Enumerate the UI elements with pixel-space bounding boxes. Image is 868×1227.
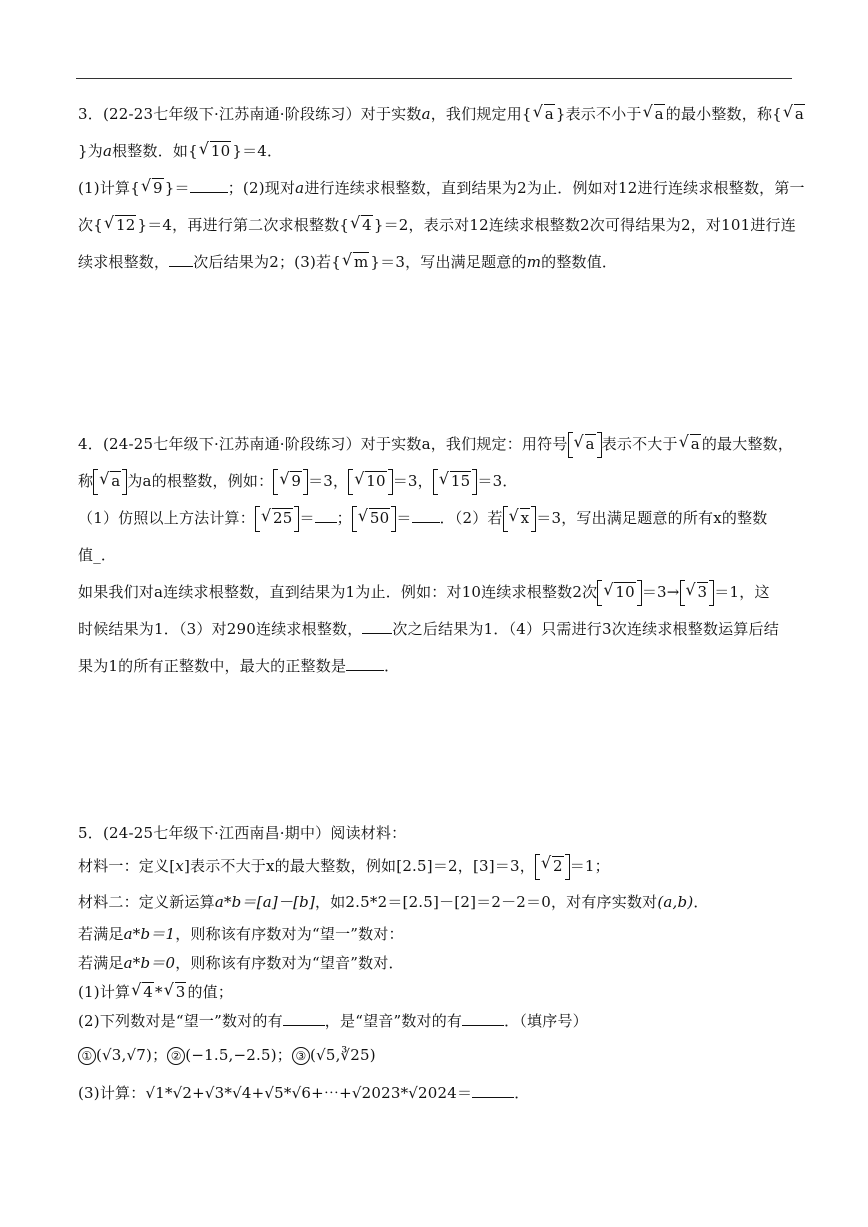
q5-math: a*b＝0 <box>123 954 176 972</box>
question-3 <box>78 96 805 281</box>
q3-text: 的整数值． <box>541 253 618 271</box>
var-a: a <box>295 179 305 197</box>
header-rule <box>76 78 792 79</box>
q5-option: (−1.5,−2.5)； <box>185 1046 293 1064</box>
sqrt-a: √ a <box>783 96 805 133</box>
q5-text: ＝1； <box>569 857 610 875</box>
q5-text: (3)计算： <box>78 1084 146 1102</box>
q5-text: ． <box>693 893 709 911</box>
sqrt-a: √ a <box>679 426 701 463</box>
option-1-marker: ① <box>78 1047 96 1065</box>
q4-text: 值_． <box>78 546 117 564</box>
q3-text: 的最小整数，称{ <box>665 105 782 123</box>
q3-text: 续求根整数， <box>78 253 170 271</box>
q5-text: 材料二：定义新运算 <box>78 893 215 911</box>
q5-text: 材料一：定义 <box>78 857 170 875</box>
q5-text: (1)计算 <box>78 983 131 1001</box>
q3-text: ＝ <box>174 179 190 197</box>
q4-text: 称 <box>78 472 94 490</box>
q3-source: 3．(22-23七年级下·江苏南通·阶段练习）对于实数 <box>78 105 422 123</box>
q3-line-5: 续求根整数， 次后结果为2；(3)若{√ m }＝3，写出满足题意的m的整数值． <box>78 244 800 281</box>
q5-text: 表示不大于x的最大整数，例如[2.5]＝2，[3]＝3， <box>190 857 535 875</box>
q3-text: }＝4． <box>232 142 283 160</box>
q4-text: 为a的根整数，例如： <box>127 472 274 490</box>
q5-text: ． <box>514 1084 530 1102</box>
sqrt-10: √ 10 <box>354 463 387 500</box>
q4-text: ＝3→ <box>641 583 680 601</box>
q5-text: * <box>155 983 163 1001</box>
q4-text: ＝3，写出满足题意的所有x的整数 <box>536 509 768 527</box>
sqrt-4: √ 4 <box>131 978 154 1007</box>
q5-math: √1*√2+√3*√4+√5*√6+⋯+√2023*√2024＝ <box>145 1084 473 1102</box>
option-2-marker: ② <box>167 1047 185 1065</box>
q4-text: ＝1，这 <box>714 583 770 601</box>
q5-text: 若满足 <box>78 925 124 943</box>
q3-text: 根整数．如{ <box>112 142 198 160</box>
sqrt-2: √ 2 <box>541 848 564 884</box>
q4-text: ＝ <box>396 509 412 527</box>
q5-text: ．（填序号） <box>504 1012 588 1030</box>
sqrt-12: √ 12 <box>104 207 137 244</box>
q4-line-6 <box>78 611 800 648</box>
q5-text: ，则称该有序数对为“望一”数对： <box>175 925 404 943</box>
q5-line-5 <box>78 949 800 978</box>
sqrt-4: √ 4 <box>350 207 373 244</box>
q5-line-7 <box>78 1007 800 1036</box>
q3-line-4: 次{√ 12 }＝4，再进行第二次求根整数{√ 4 }＝2，表示对12连续求根整数2次可得结果为2，对101进行连 <box>78 207 800 244</box>
q5-line-4 <box>78 920 800 949</box>
q4-text: ＝3． <box>477 472 518 490</box>
answer-blank[interactable] <box>346 655 384 671</box>
q5-line-2: 材料一：定义[x]表示不大于x的最大整数，例如[2.5]＝2，[3]＝3，√ 2 ＝1； <box>78 848 800 884</box>
q4-text: 如果我们对a连续求根整数，直到结果为1为止．例如：对10连续求根整数2次 <box>78 583 598 601</box>
q4-line-3 <box>78 500 800 537</box>
answer-blank[interactable] <box>315 507 337 523</box>
sqrt-25: √ 25 <box>261 500 294 537</box>
q5-text: ，则称该有序数对为“望音”数对． <box>175 954 404 972</box>
answer-blank[interactable] <box>169 251 193 267</box>
q3-line-3: (1)计算{√ 9 }＝ ；(2)现对a进行连续求根整数，直到结果为2为止．例如对12进行连续求根整数，第一 <box>78 170 800 207</box>
q3-text: 次后结果为2；(3)若 <box>193 253 332 271</box>
q5-text: ，是“望音”数对的有 <box>324 1012 463 1030</box>
sqrt-a: √ a <box>643 96 665 133</box>
sqrt-10: √ 10 <box>199 133 232 170</box>
q5-math: a*b＝[a]－[b] <box>214 893 316 911</box>
q3-text: ；(2)现对 <box>227 179 296 197</box>
q3-line-2 <box>78 133 800 170</box>
option-3-marker: ③ <box>292 1047 310 1065</box>
question-4 <box>78 426 800 685</box>
q5-option: (√3,√7)； <box>96 1046 168 1064</box>
q3-line-1 <box>78 96 805 133</box>
answer-blank[interactable] <box>462 1010 504 1026</box>
q5-text: 5．(24-25七年级下·江西南昌·期中）阅读材料： <box>78 824 407 842</box>
q4-text: 表示不大于 <box>601 435 678 453</box>
q5-text: ，如2.5*2＝[2.5]－[2]＝2－2＝0，对有序实数对 <box>315 893 658 911</box>
q5-option: (√5,∛25) <box>310 1046 376 1064</box>
q4-text: 的最大整数， <box>701 435 794 453</box>
sqrt-m: √ m <box>342 244 369 281</box>
q3-text: }表示不小于 <box>555 105 642 123</box>
q4-text: ＝3， <box>308 472 349 490</box>
question-5 <box>78 818 800 1112</box>
q3-text: }为 <box>78 142 103 160</box>
var-a: a <box>421 105 431 123</box>
q3-text: 次 <box>78 216 94 234</box>
q4-text: 果为1的所有正整数中，最大的正整数是 <box>78 657 347 675</box>
q5-math: a*b＝1 <box>123 925 176 943</box>
q4-text: ＝ <box>299 509 315 527</box>
sqrt-a: √ a <box>533 96 555 133</box>
q3-text: 进行连续求根整数，直到结果为2为止．例如对12进行连续求根整数，第一 <box>304 179 805 197</box>
q4-text: 次之后结果为1．（4）只需进行3次连续求根整数运算后结 <box>392 620 779 638</box>
q4-line-2 <box>78 463 800 500</box>
q5-line-6 <box>78 978 800 1007</box>
q5-line-8 <box>78 1036 800 1074</box>
q4-text: ．（2）若 <box>439 509 503 527</box>
q5-line-1 <box>78 818 800 848</box>
sqrt-x: √ x <box>509 500 531 537</box>
q5-text: 的值； <box>187 983 234 1001</box>
sqrt-9: √ 9 <box>279 463 302 500</box>
q4-line-5 <box>78 574 800 611</box>
q4-text: （1）仿照以上方法计算： <box>78 509 255 527</box>
q5-math: (a,b) <box>657 893 694 911</box>
q4-text: ＝3， <box>392 472 433 490</box>
answer-blank[interactable] <box>472 1082 514 1098</box>
var-m: m <box>526 253 542 271</box>
q3-text: ＝3，写出满足题意的 <box>380 253 527 271</box>
answer-blank[interactable] <box>283 1010 325 1026</box>
q5-line-9 <box>78 1074 800 1112</box>
q4-text: ； <box>336 509 352 527</box>
sqrt-50: √ 50 <box>358 500 391 537</box>
q4-line-4 <box>78 537 800 574</box>
q4-line-7 <box>78 648 800 685</box>
sqrt-a: √ a <box>99 463 121 500</box>
sqrt-15: √ 15 <box>439 463 472 500</box>
sqrt-3: √ 3 <box>164 978 187 1007</box>
sqrt-9: √ 9 <box>141 170 164 207</box>
q4-text: 时候结果为1．（3）对290连续求根整数， <box>78 620 363 638</box>
sqrt-10: √ 10 <box>603 574 636 611</box>
sqrt-3: √ 3 <box>686 574 709 611</box>
var-a: a <box>102 142 113 160</box>
answer-blank[interactable] <box>362 618 392 634</box>
q5-line-3 <box>78 884 800 920</box>
q4-text: ． <box>384 657 400 675</box>
q3-text: ＝4，再进行第二次求根整数 <box>147 216 340 234</box>
answer-blank[interactable] <box>190 177 228 193</box>
q4-line-1 <box>78 426 800 463</box>
q3-text: ＝2，表示对12连续求根整数2次可得结果为2，对101进行连 <box>383 216 796 234</box>
q5-text: 若满足 <box>78 954 124 972</box>
q4-text: 4．(24-25七年级下·江苏南通·阶段练习）对于实数a，我们规定：用符号 <box>78 435 568 453</box>
sqrt-a: √ a <box>574 426 596 463</box>
answer-blank[interactable] <box>412 507 440 523</box>
q3-text: ，我们规定用{ <box>430 105 532 123</box>
q3-text: (1)计算 <box>78 179 131 197</box>
q5-text: (2)下列数对是“望一”数对的有 <box>78 1012 283 1030</box>
